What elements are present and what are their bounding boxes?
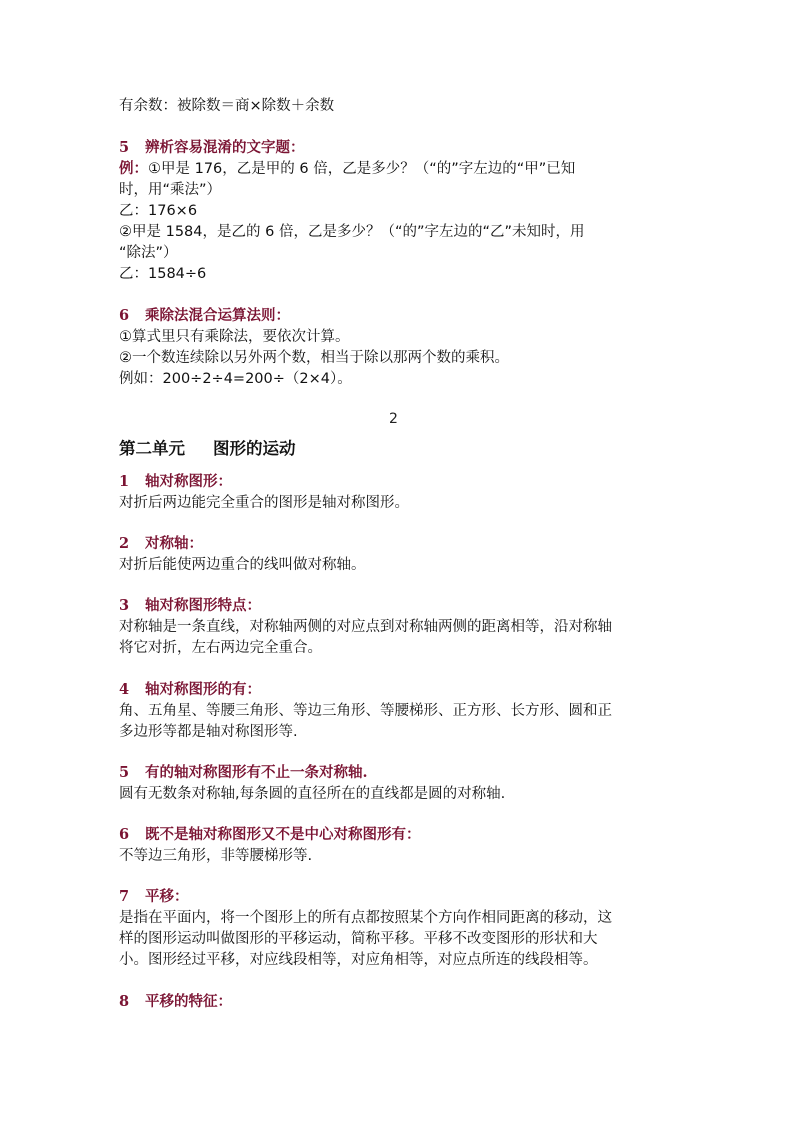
section-heading-6 — [119, 306, 290, 326]
example-a1: 乙：176×6 — [119, 203, 198, 219]
example-q2-line2: “除法”） — [119, 245, 178, 261]
item-title: 平移的特征： — [145, 993, 232, 1010]
item-title: 平移： — [145, 888, 189, 905]
item-title: 轴对称图形特点： — [145, 597, 261, 614]
unit-topic: 图形的运动 — [213, 439, 296, 458]
item-number: 2 — [119, 535, 130, 552]
example-a2: 乙：1584÷6 — [119, 266, 207, 282]
item-text: 不等边三角形，非等腰梯形等. — [119, 848, 313, 864]
item-text: 多边形等都是轴对称图形等. — [119, 724, 298, 740]
rule-example: 例如：200÷2÷4=200÷（2×4）。 — [119, 371, 352, 387]
item-number: 5 — [119, 764, 130, 781]
unit-title — [119, 438, 296, 460]
item-number: 1 — [119, 473, 130, 490]
page-number: 2 — [389, 411, 398, 427]
item-heading — [119, 763, 368, 783]
section-number: 6 — [119, 307, 130, 324]
remainder-formula: 有余数：被除数＝商×除数＋余数 — [119, 98, 335, 114]
item-title: 轴对称图形： — [145, 473, 232, 490]
item-text: 是指在平面内，将一个图形上的所有点都按照某个方向作相同距离的移动，这 — [119, 910, 612, 926]
item-number: 7 — [119, 888, 130, 905]
item-title: 对称轴： — [145, 535, 203, 552]
rule-2: ②一个数连续除以另外两个数，相当于除以那两个数的乘积。 — [119, 350, 509, 366]
example-q2-line1: ②甲是 1584，是乙的 6 倍，乙是多少？（“的”字左边的“乙”未知时，用 — [119, 224, 585, 240]
item-text: 圆有无数条对称轴,每条圆的直径所在的直线都是圆的对称轴. — [119, 786, 506, 802]
item-text: 样的图形运动叫做图形的平移运动，简称平移。平移不改变图形的形状和大 — [119, 931, 598, 947]
item-title: 既不是轴对称图形又不是中心对称图形有： — [145, 826, 421, 843]
item-text: 对称轴是一条直线，对称轴两侧的对应点到对称轴两侧的距离相等，沿对称轴 — [119, 619, 612, 635]
item-title: 轴对称图形的有： — [145, 681, 261, 698]
item-text: 将它对折，左右两边完全重合。 — [119, 640, 322, 656]
section-heading-5 — [119, 138, 305, 158]
item-heading — [119, 887, 189, 907]
item-number: 8 — [119, 993, 130, 1010]
item-heading — [119, 534, 203, 554]
section-title: 辨析容易混淆的文字题： — [145, 139, 305, 156]
item-text: 对折后能使两边重合的线叫做对称轴。 — [119, 557, 366, 573]
item-heading — [119, 825, 421, 845]
item-heading — [119, 680, 261, 700]
item-text: 小。图形经过平移，对应线段相等，对应角相等，对应点所连的线段相等。 — [119, 952, 598, 968]
rule-1: ①算式里只有乘除法，要依次计算。 — [119, 329, 350, 345]
section-title: 乘除法混合运算法则： — [145, 307, 290, 324]
item-text: 对折后两边能完全重合的图形是轴对称图形。 — [119, 495, 409, 511]
item-heading — [119, 472, 232, 492]
example-q1-line1 — [119, 159, 575, 179]
example-q1-line2: 时，用“乘法”） — [119, 182, 222, 198]
item-heading — [119, 992, 232, 1012]
item-heading — [119, 596, 261, 616]
unit-name: 第二单元 — [119, 439, 185, 458]
item-title: 有的轴对称图形有不止一条对称轴. — [145, 764, 368, 781]
item-number: 6 — [119, 826, 130, 843]
item-number: 3 — [119, 597, 130, 614]
section-number: 5 — [119, 139, 130, 156]
example-q1-text: ①甲是 176，乙是甲的 6 倍，乙是多少？（“的”字左边的“甲”已知 — [148, 161, 576, 177]
item-text: 角、五角星、等腰三角形、等边三角形、等腰梯形、正方形、长方形、圆和正 — [119, 703, 612, 719]
item-number: 4 — [119, 681, 130, 698]
example-label: 例： — [119, 161, 148, 177]
